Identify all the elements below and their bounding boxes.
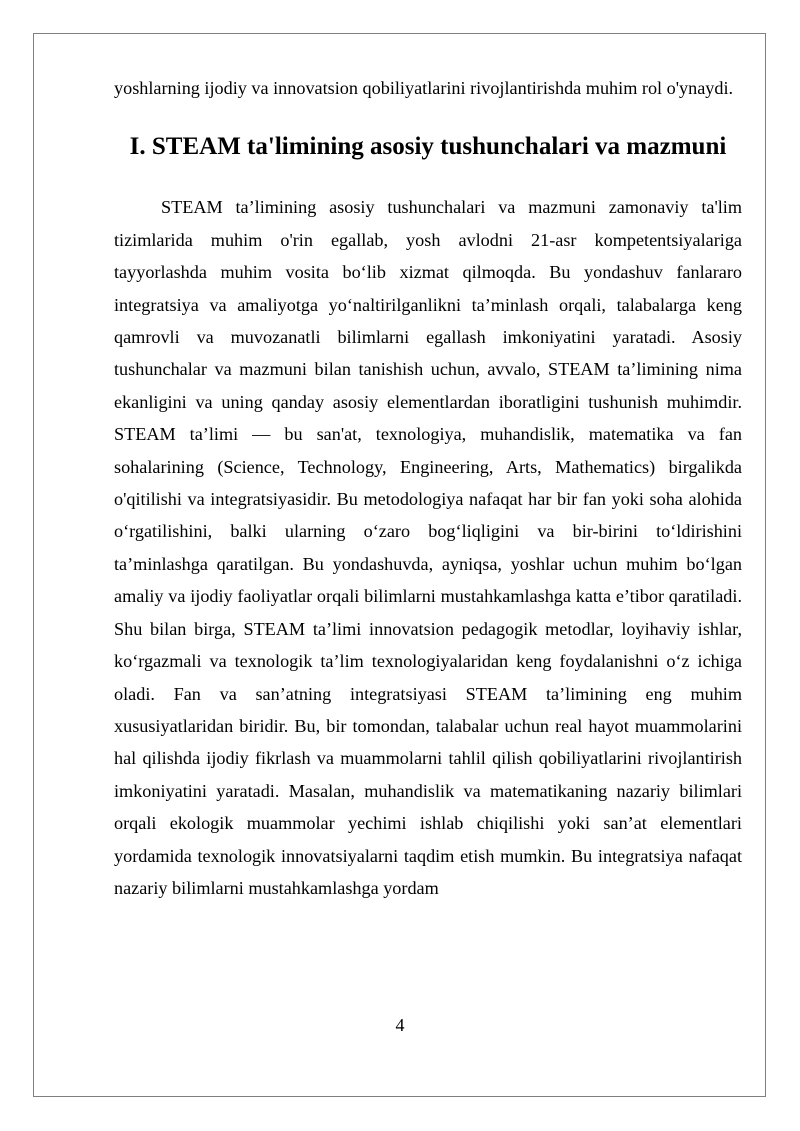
page-number: 4	[395, 1015, 405, 1035]
intro-paragraph: yoshlarning ijodiy va innovatsion qobiliyatlarini rivojlantirishda muhim rol o'ynaydi.	[114, 78, 734, 98]
document-content	[114, 72, 742, 904]
section-heading: I. STEAM ta'limining asosiy tushunchalari va mazmuni	[129, 133, 727, 161]
body-paragraph: STEAM ta’limining asosiy tushunchalari va mazmuni zamonaviy ta'lim tizimlarida muhim o'rin egallab, yosh avlodni 21-asr kompetentsiyalariga tayyorlashda muhim vosita bo‘lib xizmat qilmoqda. Bu yondashuv fanlararo integratsiya va amaliyotga yo‘naltirilganlikni ta’minlash orqali, talabalarga keng qamrovli va muvozanatli bilimlarni egallash imkoniyatini yaratadi. Asosiy tushunchalar va mazmuni bilan tanishish uchun, avvalo, STEAM ta’limining nima ekanligini va uning qanday asosiy elementlardan iboratligini tushunish muhimdir. STEAM ta’limi — bu san'at, texnologiya, muhandislik, matematika va fan sohalarining (Science, Technology, Engineering, Arts, Mathematics) birgalikda o'qitilishi va integratsiyasidir. Bu metodologiya nafaqat har bir fan yoki soha alohida o‘rgatilishini, balki ularning o‘zaro bog‘liqligini va bir-birini to‘ldirishini ta’minlashga qaratilgan. Bu yondashuvda, ayniqsa, yoshlar uchun muhim bo‘lgan amaliy va ijodiy faoliyatlar orqali bilimlarni mustahkamlashga katta e’tibor qaratiladi. Shu bilan birga, STEAM ta’limi innovatsion pedagogik metodlar, loyihaviy ishlar, ko‘rgazmali va texnologik ta’lim texnologiyalaridan keng foydalanishni o‘z ichiga oladi. Fan va san’atning integratsiyasi STEAM ta’limining eng muhim xususiyatlaridan biridir. Bu, bir tomondan, talabalar uchun real hayot muammolarini hal qilishda ijodiy fikrlash va muammolarni tahlil qilish qobiliyatlarini rivojlantirish imkoniyatini yaratadi. Masalan, muhandislik va matematikaning nazariy bilimlari orqali ekologik muammolar yechimi ishlab chiqilishi yoki san’at elementlari yordamida texnologik innovatsiyalarni taqdim etish mumkin. Bu integratsiya nafaqat nazariy bilimlarni mustahkamlashga yordam	[114, 197, 742, 898]
